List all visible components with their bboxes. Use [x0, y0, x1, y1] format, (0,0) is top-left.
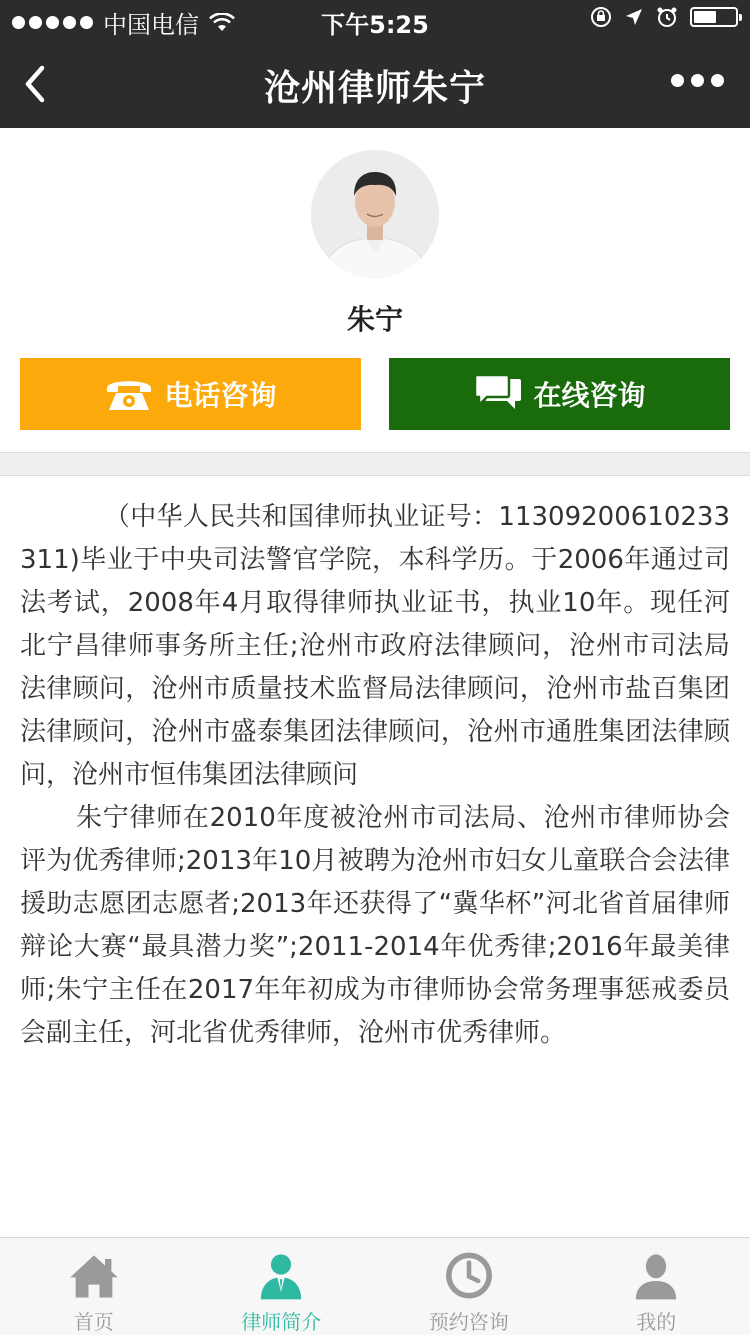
phone-consult-button[interactable] [20, 358, 361, 430]
clock-icon [439, 1248, 499, 1303]
user-icon [626, 1248, 686, 1303]
status-right [590, 6, 738, 28]
rotation-lock-icon [590, 6, 612, 28]
more-options-icon[interactable] [671, 74, 724, 87]
online-consult-label: 在线咨询 [533, 374, 645, 414]
lawyer-icon [251, 1248, 311, 1303]
battery-level [694, 11, 716, 23]
location-arrow-icon [624, 7, 644, 27]
lawyer-introduction [20, 496, 730, 1055]
navigation-bar [0, 40, 750, 128]
tab-home[interactable] [0, 1238, 188, 1335]
tab-lawyer-intro-label: 律师简介 [241, 1306, 321, 1335]
tab-mine[interactable] [563, 1238, 750, 1335]
lawyer-name: 朱宁 [0, 298, 750, 338]
intro-paragraph: 朱宁律师在2010年度被沧州市司法局、沧州市律师协会评为优秀律师;2013年10月被聘为沧州市妇女儿童联合会法律援助志愿团志愿者;2013年还获得了“冀华杯”河北省首届律师辩论大赛“最具潜力奖”;2011-2014年优秀律;2016年最美律师;朱宁主任在2017年年初成为市律师协会常务理事惩戒委员会副主任，河北省优秀律师，沧州市优秀律师。 [20, 797, 730, 1055]
tab-lawyer-intro[interactable] [188, 1238, 376, 1335]
intro-paragraph: （中华人民共和国律师执业证号：11309200610233311)毕业于中央司法警官学院，本科学历。于2006年通过司法考试，2008年4月取得律师执业证书，执业10年。现任河北宁昌律师事务所主任;沧州市政府法律顾问，沧州市司法局法律顾问，沧州市质量技术监督局法律顾问，沧州市盐百集团法律顾问，沧州市盛泰集团法律顾问，沧州市通胜集团法律顾问，沧州市恒伟集团法律顾问 [20, 496, 730, 797]
status-time: 下午5:25 [0, 5, 750, 40]
phone-consult-label: 电话咨询 [164, 374, 276, 414]
chat-bubbles-icon [473, 373, 523, 415]
carrier-name: 中国电信 [103, 5, 199, 40]
bottom-tab-bar [0, 1237, 750, 1335]
alarm-clock-icon [656, 6, 678, 28]
page-title: 沧州律师朱宁 [0, 60, 750, 111]
tab-appointment[interactable] [375, 1238, 563, 1335]
lawyer-avatar [311, 150, 439, 278]
tab-home-label: 首页 [74, 1306, 114, 1335]
status-bar [0, 0, 750, 40]
section-divider [0, 452, 750, 476]
battery-icon [690, 7, 738, 27]
online-consult-button[interactable] [389, 358, 730, 430]
home-icon [64, 1248, 124, 1303]
tab-appointment-label: 预约咨询 [429, 1306, 509, 1335]
tab-mine-label: 我的 [636, 1306, 676, 1335]
telephone-icon [104, 374, 154, 414]
